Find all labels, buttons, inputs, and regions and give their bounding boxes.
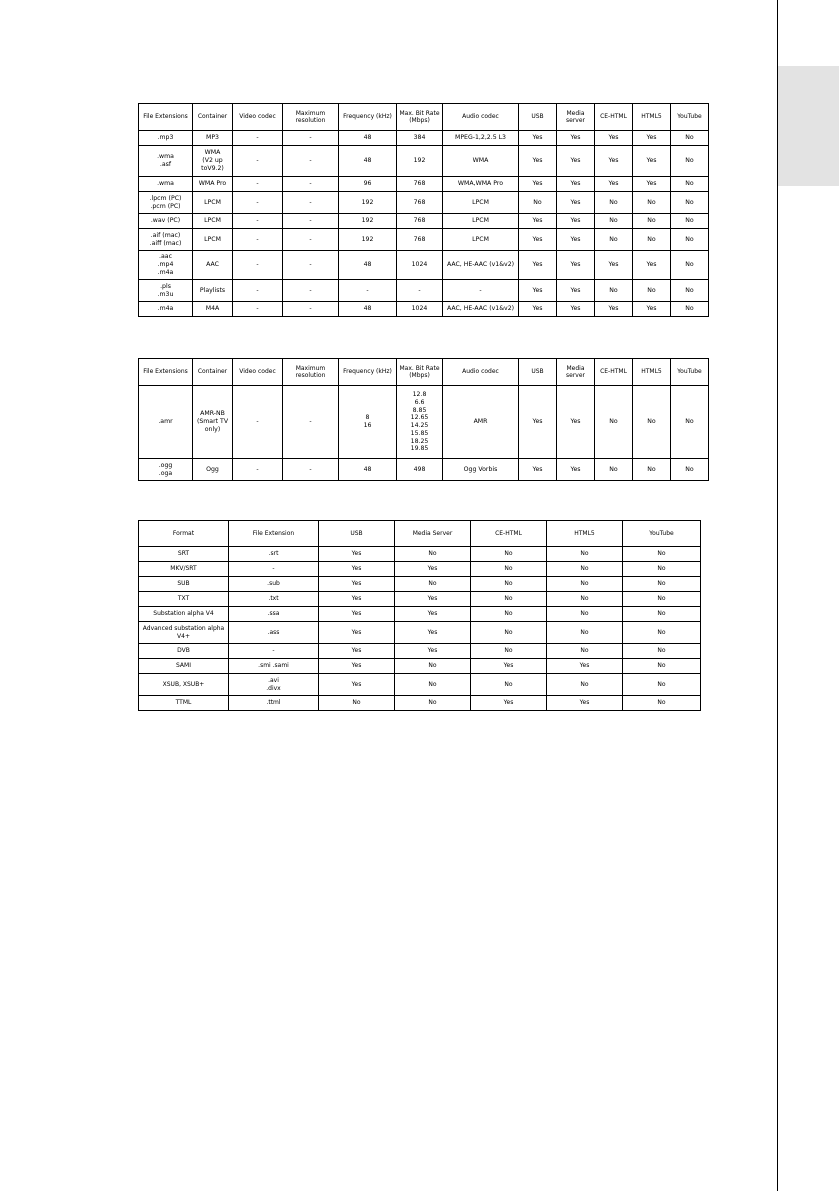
table-cell: No xyxy=(471,644,547,659)
column-header: Audio codec xyxy=(443,359,519,386)
table-cell: - xyxy=(233,229,283,251)
table-cell: No xyxy=(633,386,671,459)
table-cell: Yes xyxy=(557,280,595,302)
table-cell: - xyxy=(283,280,339,302)
column-header: File Extension xyxy=(229,521,319,547)
table-cell: No xyxy=(395,696,471,711)
column-header: USB xyxy=(519,104,557,131)
table-cell: MP3 xyxy=(193,131,233,146)
table-cell: Yes xyxy=(595,177,633,192)
table-cell: Yes xyxy=(633,146,671,177)
subtitle-formats-table xyxy=(138,520,701,711)
table-row xyxy=(139,622,701,644)
column-header: YouTube xyxy=(671,104,709,131)
table-cell: Yes xyxy=(471,696,547,711)
table-cell: Yes xyxy=(519,280,557,302)
table-cell: No xyxy=(547,622,623,644)
table-cell: 1024 xyxy=(397,302,443,317)
table-cell: LPCM xyxy=(443,192,519,214)
table-cell: - xyxy=(283,146,339,177)
table-cell: No xyxy=(395,547,471,562)
table-cell: Yes xyxy=(557,177,595,192)
table-cell: No xyxy=(623,562,701,577)
table-cell: .sub xyxy=(229,577,319,592)
table-cell: TXT xyxy=(139,592,229,607)
table-cell: Yes xyxy=(319,644,395,659)
table-cell: No xyxy=(519,192,557,214)
table-cell: - xyxy=(233,146,283,177)
column-header: HTML5 xyxy=(547,521,623,547)
table-cell: Yes xyxy=(395,607,471,622)
table-cell: Yes xyxy=(595,131,633,146)
table-cell: No xyxy=(633,214,671,229)
table-cell: .m4a xyxy=(139,302,193,317)
table-cell: No xyxy=(595,459,633,481)
table-cell: SUB xyxy=(139,577,229,592)
table-cell: No xyxy=(671,177,709,192)
table-cell: 48 xyxy=(339,302,397,317)
table-cell: No xyxy=(547,577,623,592)
table-cell: - xyxy=(233,177,283,192)
table-cell: No xyxy=(623,607,701,622)
table-cell: No xyxy=(623,547,701,562)
table-row xyxy=(139,177,709,192)
table-cell: 768 xyxy=(397,214,443,229)
table-body xyxy=(139,547,701,711)
table-cell: - xyxy=(283,386,339,459)
table-cell: No xyxy=(395,674,471,696)
table-cell: - xyxy=(283,192,339,214)
table-cell: .ogg .oga xyxy=(139,459,193,481)
table-cell: Ogg Vorbis xyxy=(443,459,519,481)
table-cell: Yes xyxy=(557,386,595,459)
table-cell: Yes xyxy=(557,459,595,481)
table-cell: 12.8 6.6 8.85 12.65 14.25 15.85 18.25 19.85 xyxy=(397,386,443,459)
table-cell: WMA xyxy=(443,146,519,177)
column-header: Maximum resolution xyxy=(283,359,339,386)
table-cell: - xyxy=(233,302,283,317)
table-cell: Yes xyxy=(519,459,557,481)
table-cell: LPCM xyxy=(193,229,233,251)
table-cell: No xyxy=(623,592,701,607)
table-cell: No xyxy=(595,214,633,229)
table-cell: .smi .sami xyxy=(229,659,319,674)
table-row xyxy=(139,674,701,696)
table-cell: - xyxy=(233,280,283,302)
table-cell: 192 xyxy=(339,229,397,251)
table-cell: AMR xyxy=(443,386,519,459)
column-header: Media server xyxy=(557,104,595,131)
table-cell: 192 xyxy=(339,192,397,214)
table-cell: - xyxy=(233,459,283,481)
column-header: Media Server xyxy=(395,521,471,547)
table-cell: - xyxy=(229,562,319,577)
table-row xyxy=(139,562,701,577)
table-cell: .ssa xyxy=(229,607,319,622)
table-cell: Yes xyxy=(633,177,671,192)
audio-formats-table xyxy=(138,103,709,317)
table-cell: No xyxy=(471,607,547,622)
table-cell: Yes xyxy=(547,659,623,674)
table-row xyxy=(139,547,701,562)
table-cell: No xyxy=(595,229,633,251)
table-cell: .ass xyxy=(229,622,319,644)
table-header-row xyxy=(139,359,709,386)
table-cell: Advanced substation alpha V4+ xyxy=(139,622,229,644)
table-row xyxy=(139,696,701,711)
column-header: Frequency (kHz) xyxy=(339,104,397,131)
table-cell: No xyxy=(547,592,623,607)
table-row xyxy=(139,280,709,302)
column-header: CE-HTML xyxy=(595,104,633,131)
table-cell: .amr xyxy=(139,386,193,459)
table-cell: LPCM xyxy=(443,229,519,251)
table-cell: SRT xyxy=(139,547,229,562)
table-cell: No xyxy=(671,302,709,317)
table-cell: .aif (mac) .aiff (mac) xyxy=(139,229,193,251)
table-row xyxy=(139,229,709,251)
table-cell: .wma .asf xyxy=(139,146,193,177)
table-cell: Yes xyxy=(319,562,395,577)
table-cell: No xyxy=(671,131,709,146)
table-cell: No xyxy=(671,214,709,229)
table-cell: No xyxy=(623,696,701,711)
table-cell: - xyxy=(283,302,339,317)
table-cell: Ogg xyxy=(193,459,233,481)
table-cell: No xyxy=(671,280,709,302)
table-cell: Yes xyxy=(595,251,633,280)
table-cell: Yes xyxy=(557,302,595,317)
table-cell: Yes xyxy=(319,607,395,622)
column-header: Video codec xyxy=(233,104,283,131)
table-cell: SAMI xyxy=(139,659,229,674)
table-cell: - xyxy=(233,192,283,214)
table-cell: No xyxy=(547,562,623,577)
table-cell: - xyxy=(283,459,339,481)
table-cell: No xyxy=(671,146,709,177)
table-row xyxy=(139,459,709,481)
table-cell: No xyxy=(471,674,547,696)
column-header: Max. Bit Rate (Mbps) xyxy=(397,359,443,386)
table-cell: 96 xyxy=(339,177,397,192)
table-cell: Yes xyxy=(395,644,471,659)
table-row xyxy=(139,659,701,674)
table-cell: No xyxy=(471,547,547,562)
table-cell: AMR-NB (Smart TV only) xyxy=(193,386,233,459)
table-row xyxy=(139,302,709,317)
table-cell: No xyxy=(471,622,547,644)
table-row xyxy=(139,214,709,229)
column-header: Media server xyxy=(557,359,595,386)
table-cell: Yes xyxy=(519,251,557,280)
column-header: CE-HTML xyxy=(595,359,633,386)
section-tab-marker xyxy=(778,66,839,186)
table-cell: No xyxy=(547,674,623,696)
table-row xyxy=(139,146,709,177)
table-cell: - xyxy=(339,280,397,302)
table-cell: Yes xyxy=(395,592,471,607)
table-cell: AAC, HE-AAC (v1&v2) xyxy=(443,302,519,317)
table-cell: Yes xyxy=(547,696,623,711)
table-cell: Yes xyxy=(633,302,671,317)
column-header: Format xyxy=(139,521,229,547)
table-row xyxy=(139,592,701,607)
table-cell: Yes xyxy=(557,146,595,177)
table-cell: .wav (PC) xyxy=(139,214,193,229)
table-row xyxy=(139,607,701,622)
table-cell: 1024 xyxy=(397,251,443,280)
table-cell: No xyxy=(319,696,395,711)
table-cell: - xyxy=(233,131,283,146)
table-cell: Yes xyxy=(319,659,395,674)
table-cell: .txt xyxy=(229,592,319,607)
table-cell: 192 xyxy=(339,214,397,229)
table-header-row xyxy=(139,104,709,131)
table-row xyxy=(139,577,701,592)
table-cell: - xyxy=(233,386,283,459)
table-cell: Yes xyxy=(557,251,595,280)
table-cell: Yes xyxy=(319,592,395,607)
table-cell: No xyxy=(623,659,701,674)
table-cell: .ttml xyxy=(229,696,319,711)
table-cell: 768 xyxy=(397,192,443,214)
table-row xyxy=(139,386,709,459)
table-cell: No xyxy=(547,547,623,562)
column-header: Max. Bit Rate (Mbps) xyxy=(397,104,443,131)
table-row xyxy=(139,131,709,146)
table-cell: .mp3 xyxy=(139,131,193,146)
column-header: HTML5 xyxy=(633,104,671,131)
table-cell: .wma xyxy=(139,177,193,192)
table-cell: No xyxy=(547,607,623,622)
table-cell: WMA Pro xyxy=(193,177,233,192)
table-cell: - xyxy=(283,229,339,251)
table-cell: Yes xyxy=(519,386,557,459)
table-cell: 192 xyxy=(397,146,443,177)
table-cell: Yes xyxy=(519,177,557,192)
table-cell: Yes xyxy=(519,146,557,177)
table-cell: - xyxy=(283,251,339,280)
table-cell: Yes xyxy=(595,146,633,177)
table-header-row xyxy=(139,521,701,547)
column-header: Frequency (kHz) xyxy=(339,359,397,386)
table-cell: DVB xyxy=(139,644,229,659)
table-cell: Substation alpha V4 xyxy=(139,607,229,622)
table-cell: 48 xyxy=(339,459,397,481)
table-cell: No xyxy=(623,674,701,696)
table-cell: - xyxy=(283,214,339,229)
column-header: USB xyxy=(519,359,557,386)
column-header: YouTube xyxy=(671,359,709,386)
table-cell: 768 xyxy=(397,177,443,192)
table-cell: 48 xyxy=(339,251,397,280)
table-cell: Yes xyxy=(633,131,671,146)
column-header: Container xyxy=(193,104,233,131)
table-cell: - xyxy=(283,177,339,192)
table-cell: No xyxy=(671,192,709,214)
table-cell: - xyxy=(443,280,519,302)
table-cell: WMA (V2 up toV9.2) xyxy=(193,146,233,177)
table-cell: M4A xyxy=(193,302,233,317)
table-cell: Playlists xyxy=(193,280,233,302)
table-cell: No xyxy=(395,659,471,674)
table-row xyxy=(139,644,701,659)
table-cell: Yes xyxy=(557,192,595,214)
table-cell: LPCM xyxy=(193,192,233,214)
table-cell: 498 xyxy=(397,459,443,481)
table-cell: No xyxy=(623,622,701,644)
table-cell: No xyxy=(633,280,671,302)
table-cell: No xyxy=(633,459,671,481)
table-cell: Yes xyxy=(557,229,595,251)
table-row xyxy=(139,251,709,280)
table-cell: .aac .mp4 .m4a xyxy=(139,251,193,280)
table-cell: No xyxy=(471,577,547,592)
table-cell: TTML xyxy=(139,696,229,711)
table-cell: Yes xyxy=(395,622,471,644)
table-cell: Yes xyxy=(557,214,595,229)
table-cell: Yes xyxy=(633,251,671,280)
table-cell: Yes xyxy=(519,131,557,146)
table-cell: No xyxy=(623,577,701,592)
table-cell: Yes xyxy=(395,562,471,577)
table-cell: No xyxy=(671,386,709,459)
table-body xyxy=(139,386,709,481)
table-cell: 384 xyxy=(397,131,443,146)
table-cell: Yes xyxy=(519,302,557,317)
table-cell: LPCM xyxy=(193,214,233,229)
table-cell: 48 xyxy=(339,131,397,146)
table-cell: No xyxy=(595,386,633,459)
table-cell: Yes xyxy=(595,302,633,317)
table-cell: No xyxy=(623,644,701,659)
column-header: CE-HTML xyxy=(471,521,547,547)
table-cell: Yes xyxy=(319,674,395,696)
table-cell: .lpcm (PC) .pcm (PC) xyxy=(139,192,193,214)
table-cell: No xyxy=(671,229,709,251)
column-header: USB xyxy=(319,521,395,547)
table-cell: Yes xyxy=(519,214,557,229)
table-cell: - xyxy=(397,280,443,302)
table-cell: - xyxy=(229,644,319,659)
table-cell: No xyxy=(595,280,633,302)
table-cell: 48 xyxy=(339,146,397,177)
table-cell: AAC, HE-AAC (v1&v2) xyxy=(443,251,519,280)
table-cell: Yes xyxy=(319,622,395,644)
table-cell: MPEG-1,2,2.5 L3 xyxy=(443,131,519,146)
table-cell: WMA,WMA Pro xyxy=(443,177,519,192)
table-cell: Yes xyxy=(471,659,547,674)
column-header: Video codec xyxy=(233,359,283,386)
table-cell: No xyxy=(633,192,671,214)
column-header: Audio codec xyxy=(443,104,519,131)
column-header: HTML5 xyxy=(633,359,671,386)
table-cell: 768 xyxy=(397,229,443,251)
table-cell: No xyxy=(471,562,547,577)
table-cell: No xyxy=(595,192,633,214)
table-cell: Yes xyxy=(557,131,595,146)
table-cell: LPCM xyxy=(443,214,519,229)
column-header: Container xyxy=(193,359,233,386)
table-cell: - xyxy=(233,251,283,280)
table-cell: XSUB, XSUB+ xyxy=(139,674,229,696)
table-cell: No xyxy=(633,229,671,251)
table-cell: No xyxy=(395,577,471,592)
table-cell: No xyxy=(671,459,709,481)
column-header: File Extensions xyxy=(139,359,193,386)
table-cell: .pls .m3u xyxy=(139,280,193,302)
column-header: YouTube xyxy=(623,521,701,547)
table-cell: 8 16 xyxy=(339,386,397,459)
table-cell: No xyxy=(671,251,709,280)
table-cell: Yes xyxy=(319,547,395,562)
column-header: Maximum resolution xyxy=(283,104,339,131)
table-cell: AAC xyxy=(193,251,233,280)
table-cell: Yes xyxy=(519,229,557,251)
amr-ogg-formats-table xyxy=(138,358,709,481)
table-cell: Yes xyxy=(319,577,395,592)
table-cell: - xyxy=(283,131,339,146)
table-cell: .srt xyxy=(229,547,319,562)
table-cell: .avi .divx xyxy=(229,674,319,696)
column-header: File Extensions xyxy=(139,104,193,131)
table-cell: No xyxy=(547,644,623,659)
table-cell: - xyxy=(233,214,283,229)
table-cell: No xyxy=(471,592,547,607)
table-row xyxy=(139,192,709,214)
table-body xyxy=(139,131,709,317)
table-cell: MKV/SRT xyxy=(139,562,229,577)
